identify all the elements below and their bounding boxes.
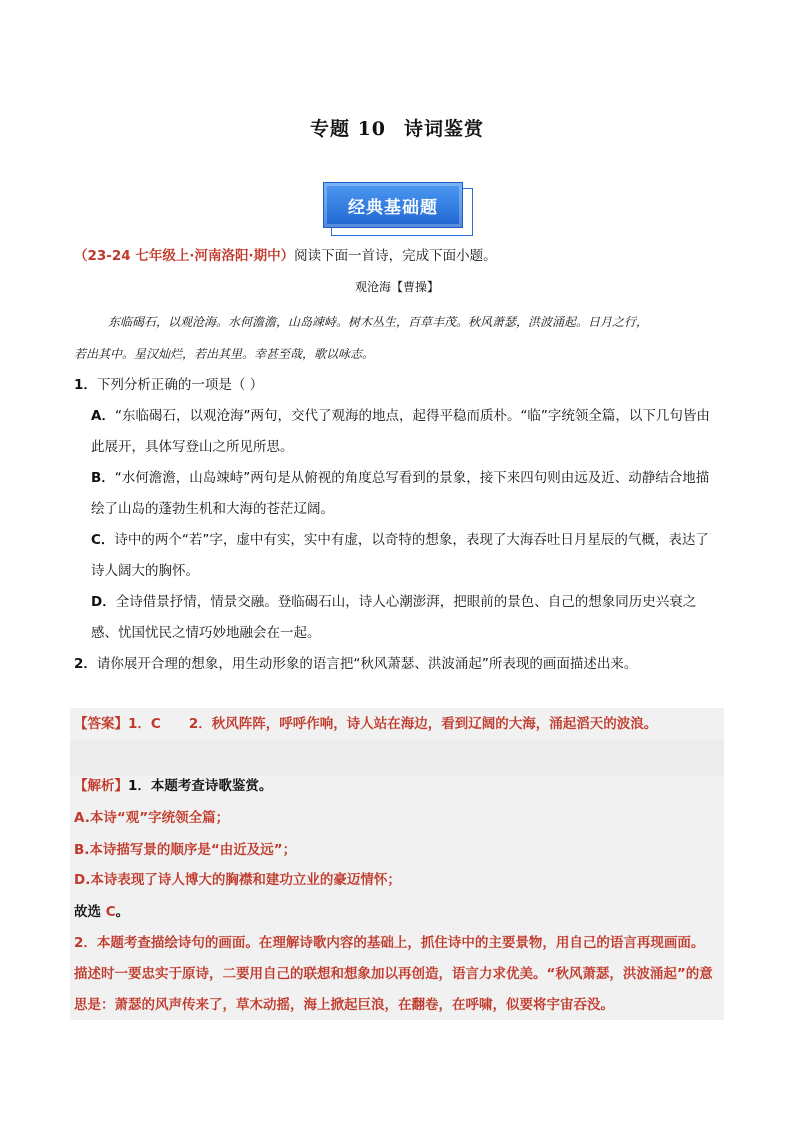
analysis-head-text: 1．本题考查诗歌鉴赏。: [128, 778, 273, 794]
option-text: “东临碣石，以观沧海”两句，交代了观海的地点，起得平稳而质朴。“临”字统领全篇，以下几句皆由: [114, 408, 710, 424]
option-b: [74, 463, 726, 494]
analysis-p2-text: 本题考查描绘诗句的画面。在理解诗歌内容的基础上，抓住诗中的主要景物，用自己的语言再现画面。: [96, 935, 705, 951]
badge-label: 经典基础题: [323, 182, 463, 228]
question-stem: 请你展开合理的想象，用生动形象的语言把“秋风萧瑟、洪波涌起”所表现的画面描述出来。: [96, 656, 638, 672]
section-badge: [323, 182, 471, 234]
questions: [74, 370, 726, 680]
answer-stripe: [70, 740, 724, 776]
option-a: [74, 401, 726, 432]
option-letter: B．: [91, 470, 115, 486]
analysis-item-letter: D.: [74, 872, 91, 888]
choose-prefix: 故选: [74, 904, 106, 920]
choose-suffix: 。: [115, 904, 130, 920]
option-text: 全诗借景抒情，情景交融。登临碣石山，诗人心潮澎湃，把眼前的景色、自己的想象同历史兴衰之: [115, 594, 697, 610]
intro-text: 阅读下面一首诗，完成下面小题。: [294, 248, 497, 264]
choose-value: C: [105, 904, 116, 920]
answer-1-number: 1．: [128, 716, 151, 732]
analysis-p2-number: 2．: [74, 935, 97, 951]
poem-title: 观沧海【曹操】: [354, 280, 439, 294]
question-source: （23-24 七年级上·河南洛阳·期中）: [74, 248, 295, 264]
analysis-item-a: [74, 808, 229, 828]
option-text: 感、忧国忧民之情巧妙地融会在一起。: [91, 625, 321, 641]
question-stem: 下列分析正确的一项是（ ）: [96, 377, 264, 393]
question-number: 1．: [74, 377, 97, 393]
analysis-head: [74, 776, 272, 796]
poem-line: [74, 338, 724, 370]
option-c-cont: [74, 556, 726, 587]
option-letter: D．: [91, 594, 116, 610]
option-letter: C．: [91, 532, 115, 548]
option-d: [74, 587, 726, 618]
option-b-cont: [74, 494, 726, 525]
analysis-choose: [74, 902, 129, 922]
page-title: [0, 114, 794, 141]
answer-line: [74, 714, 657, 734]
poem-line-text: 若出其中。星汉灿烂，若出其里。幸甚至哉，歌以咏志。: [74, 347, 375, 361]
option-text: “水何澹澹，山岛竦峙”两句是从俯视的角度总写看到的景象，接下来四句则由远及近、动静结合地描: [114, 470, 710, 486]
answer-label: 【答案】: [74, 716, 128, 732]
analysis-p2-text: 描述时一要忠实于原诗，二要用自己的联想和想象加以再创造，语言力求优美。“秋风萧瑟，洪波涌起”的意: [74, 966, 713, 982]
analysis-item-text: 本诗表现了诗人博大的胸襟和建功立业的豪迈情怀；: [90, 872, 401, 888]
question-number: 2．: [74, 656, 97, 672]
option-text: 此展开，具体写登山之所见所思。: [91, 439, 294, 455]
poem-body: [74, 306, 724, 370]
option-a-cont: [74, 432, 726, 463]
answer-1-value: C: [150, 716, 161, 732]
answer-2-value: 秋风阵阵，呼呼作响，诗人站在海边，看到辽阔的大海，涌起滔天的波浪。: [211, 716, 658, 732]
topic-name: 诗词鉴赏: [404, 118, 485, 140]
poem-line-text: 东临碣石，以观沧海。水何澹澹，山岛竦峙。树木丛生，百草丰茂。秋风萧瑟，洪波涌起。日月之行，: [108, 315, 649, 329]
analysis-paragraph-2: [74, 928, 722, 1021]
topic-number: 专题 10: [309, 118, 387, 140]
analysis-item-text: 本诗描写景的顺序是“由近及远”；: [89, 842, 297, 858]
analysis-p2-line: [74, 928, 722, 959]
analysis-item-text: 本诗“观”字统领全篇；: [89, 810, 230, 826]
option-text: 绘了山岛的蓬勃生机和大海的苍茫辽阔。: [91, 501, 334, 517]
analysis-item-letter: B.: [74, 842, 90, 858]
analysis-item-letter: A.: [74, 810, 90, 826]
option-text: 诗中的两个“若”字，虚中有实，实中有虚，以奇特的想象，表现了大海吞吐日月星辰的气概，表达了: [114, 532, 709, 548]
question-intro: [74, 246, 497, 266]
option-c: [74, 525, 726, 556]
analysis-item-b: [74, 840, 296, 860]
answer-box: [70, 708, 724, 1020]
option-letter: A．: [91, 408, 115, 424]
answer-2-number: 2．: [188, 716, 212, 732]
option-text: 诗人阔大的胸怀。: [91, 563, 199, 579]
option-d-cont: [74, 618, 726, 649]
analysis-p2-text: 思是：萧瑟的风声传来了，草木动摇，海上掀起巨浪，在翻卷，在呼啸，似要将宇宙吞没。: [74, 997, 614, 1013]
question-1: [74, 370, 726, 401]
analysis-item-d: [74, 870, 401, 890]
analysis-label: 【解析】: [74, 778, 128, 794]
question-2: [74, 649, 726, 680]
poem-line: [74, 306, 724, 338]
